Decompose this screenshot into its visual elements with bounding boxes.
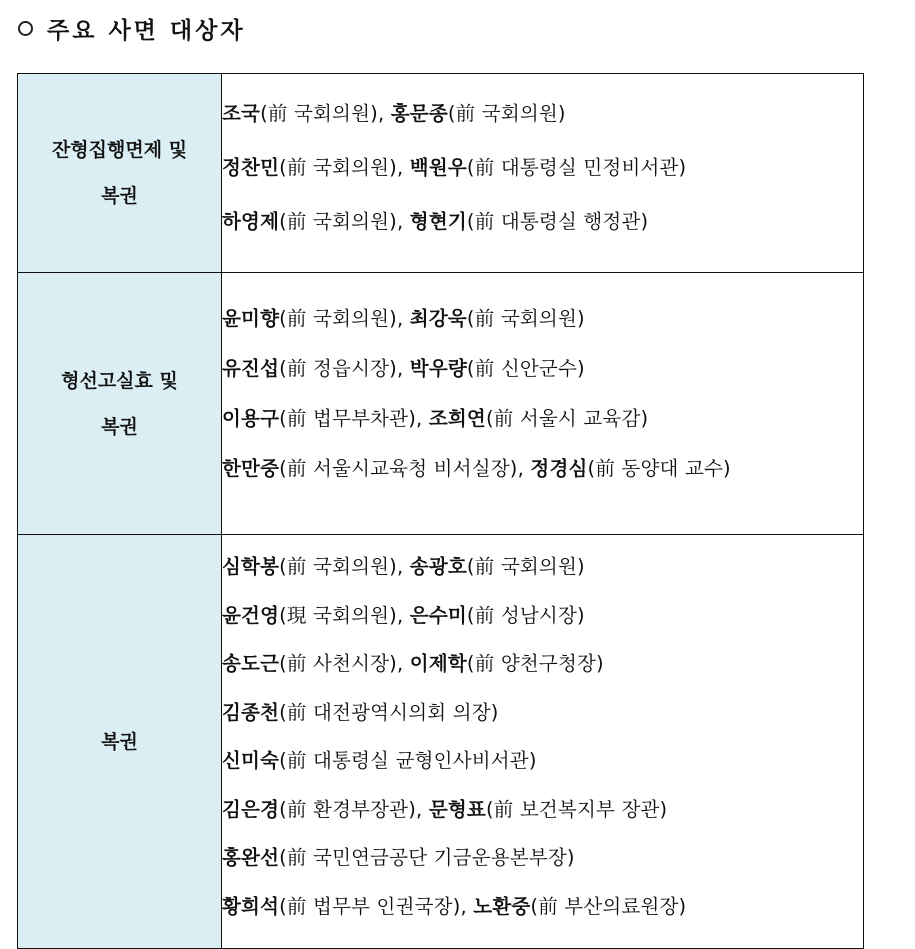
person-role: (前 국회의원),	[279, 555, 410, 578]
person-name: 최강욱	[409, 307, 467, 330]
person-name: 은수미	[409, 603, 467, 627]
person-role: (前 보건복지부 장관)	[485, 797, 668, 821]
person-role: (前 사천시장),	[279, 652, 410, 675]
person-role: (前 신안군수)	[466, 357, 585, 380]
person-name: 황희석	[222, 894, 280, 918]
list-item	[222, 834, 863, 883]
list-item	[222, 87, 863, 141]
circle-bullet-icon	[18, 21, 33, 36]
person-role: (前 법무부 인권국장),	[279, 894, 474, 918]
list-item	[222, 344, 863, 394]
person-name: 박우량	[409, 357, 467, 380]
person-name: 윤건영	[222, 603, 280, 627]
names-cell	[222, 273, 864, 535]
person-name: 정경심	[530, 457, 588, 480]
person-name: 윤미향	[222, 307, 280, 330]
pardon-roster-table	[17, 73, 864, 949]
names-cell	[222, 74, 864, 273]
person-name: 정찬민	[222, 156, 280, 179]
person-name: 이용구	[222, 407, 280, 430]
category-label: 잔형집행면제 및	[51, 139, 188, 161]
list-item	[222, 195, 863, 249]
person-name: 송광호	[409, 555, 467, 578]
person-role: (前 서울시 교육감)	[485, 407, 649, 430]
person-name: 송도근	[222, 652, 280, 675]
person-name: 김종천	[222, 700, 280, 724]
person-role: (前 부산의료원장)	[530, 894, 687, 918]
list-item	[222, 689, 863, 738]
person-role: (前 국회의원)	[466, 307, 585, 330]
list-item	[222, 394, 863, 444]
person-role: (前 대통령실 행정관)	[466, 210, 649, 233]
person-name: 유진섭	[222, 357, 280, 380]
category-label: 복권	[101, 730, 138, 753]
category-label: 복권	[101, 185, 138, 207]
person-role: (前 대통령실 민정비서관)	[466, 156, 687, 179]
table-row	[18, 535, 864, 949]
person-name: 이제학	[409, 652, 467, 675]
list-item	[222, 737, 863, 786]
list-item	[222, 640, 863, 689]
names-cell	[222, 535, 864, 949]
person-role: (前 대통령실 균형인사비서관)	[279, 749, 537, 772]
person-name: 신미숙	[222, 749, 280, 772]
person-role: (前 정읍시장),	[279, 357, 410, 380]
person-name: 심학봉	[222, 555, 280, 578]
category-cell	[18, 535, 222, 949]
person-role: (前 환경부장관),	[279, 797, 429, 821]
page-title: 주요 사면 대상자	[47, 16, 246, 44]
person-name: 백원우	[409, 156, 467, 179]
list-item	[222, 444, 863, 494]
person-name: 문형표	[428, 797, 486, 821]
table-row	[18, 273, 864, 535]
list-item	[222, 294, 863, 344]
table-row	[18, 74, 864, 273]
person-role: (前 양천구청장)	[466, 652, 604, 675]
person-role: (現 국회의원),	[279, 603, 410, 627]
category-cell	[18, 74, 222, 273]
person-role: (前 국회의원),	[279, 210, 410, 233]
person-role: (前 대전광역시의회 의장)	[279, 700, 499, 724]
list-item	[222, 543, 863, 592]
person-name: 형현기	[409, 210, 467, 233]
list-item	[222, 883, 863, 932]
category-label: 형선고실효 및	[61, 369, 178, 392]
roster-body	[18, 74, 864, 949]
person-role: (前 동양대 교수)	[587, 457, 731, 480]
person-role: (前 국회의원)	[466, 555, 585, 578]
person-name: 노환중	[473, 894, 531, 918]
person-name: 조희연	[428, 407, 486, 430]
person-role: (前 국회의원),	[260, 102, 391, 125]
person-role: (前 국회의원),	[279, 307, 410, 330]
person-name: 조국	[222, 102, 261, 125]
category-cell	[18, 273, 222, 535]
person-name: 홍문종	[390, 102, 448, 125]
section-heading	[18, 8, 246, 48]
list-item	[222, 592, 863, 641]
person-name: 한만중	[222, 457, 280, 480]
person-name: 홍완선	[222, 846, 280, 869]
person-role: (前 법무부차관),	[279, 407, 429, 430]
person-name: 김은경	[222, 797, 280, 821]
person-name: 하영제	[222, 210, 280, 233]
list-item	[222, 786, 863, 835]
category-label: 복권	[101, 415, 138, 438]
person-role: (前 국민연금공단 기금운용본부장)	[279, 846, 575, 869]
person-role: (前 서울시교육청 비서실장),	[279, 457, 531, 480]
person-role: (前 국회의원),	[279, 156, 410, 179]
person-role: (前 성남시장)	[466, 603, 585, 627]
person-role: (前 국회의원)	[447, 102, 566, 125]
list-item	[222, 141, 863, 195]
